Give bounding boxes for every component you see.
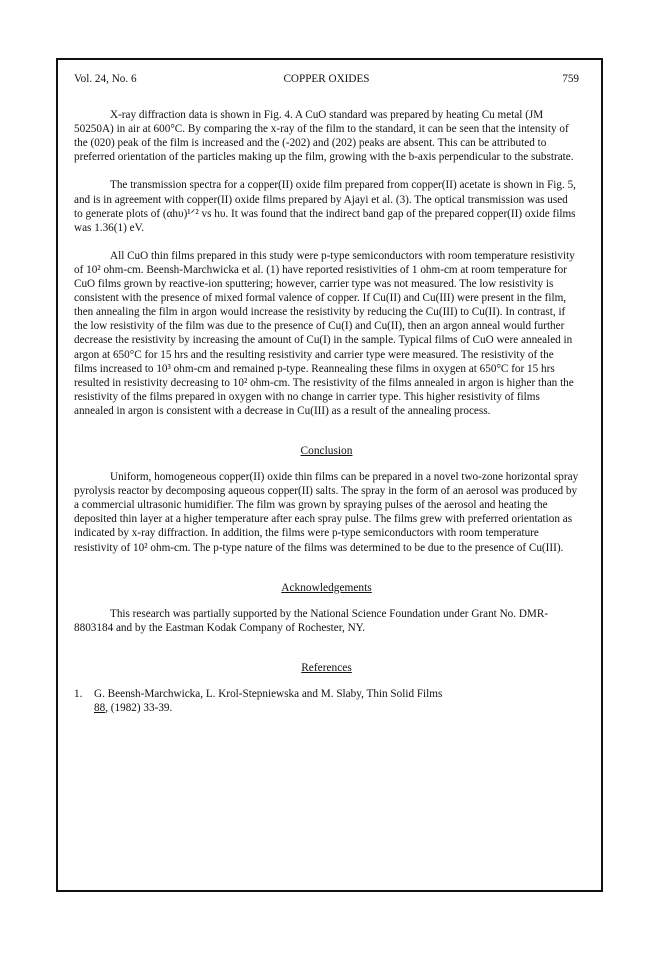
- paragraph-acknowledgements: This research was partially supported by the National Science Foundation under Grant No. DMR-8803184 and by the Eastman Kodak Company of Rochester, NY.: [74, 607, 549, 634]
- section-heading-acknowledgements: Acknowledgements: [281, 581, 372, 594]
- paragraph-xray: X-ray diffraction data is shown in Fig. 4. A CuO standard was prepared by heating Cu metal (JM 50250A) in air at 600°C. By comparing the x-ray of the film to the standard, it can be seen that the intensity of the (020) peak of the film is increased and the (-202) and (202) peaks are absent. This can be attributed to preferred orientation of the particles making up the film, growing with the b-axis perpendicular to the substrate.: [74, 109, 574, 164]
- reference-authors-title: G. Beensh-Marchwicka, L. Krol-Stepniewska and M. Slaby, Thin Solid Films: [94, 688, 443, 700]
- paragraph-resistivity: All CuO thin films prepared in this study were p-type semiconductors with room temperature resistivity of 10² ohm-cm. Beensh-Marchwicka et al. (1) have reported resistivities of 1 ohm-cm at room temperature for CuO films grown by reactive-ion sputtering; however, carrier type was not measured. The low resistivity is consistent with the presence of mixed formal valence of copper. If Cu(II) and Cu(III) were present in the film, then annealing the film in argon would increase the resistivity by reducing the Cu(III) to Cu(II). In contrast, if the low resistivity of the film was due to the presence of Cu(I) and Cu(II), then an argon anneal would further decrease the resistivity by increasing the amount of Cu(I) in the sample. Typical films of CuO were annealed in argon at 650°C for 15 hrs and the resulting resistivity and carrier type were measured. The resistivity of the films increased to 10³ ohm-cm and remained p-type. Reannealing these films in oxygen at 650°C for 15 hrs resulted in resistivity decreasing to 10² ohm-cm. The resistivity of the films annealed in argon is higher than the resistivity of the films prepared in oxygen with no change in carrier type. This higher resistivity of films annealed in argon is consistent with a decrease in Cu(III) as a result of the annealing process.: [74, 249, 575, 417]
- page-number: 759: [562, 73, 579, 85]
- reference-item: [74, 687, 579, 715]
- running-header: [74, 72, 579, 86]
- document-body: [74, 72, 579, 715]
- paragraph-conclusion: Uniform, homogeneous copper(II) oxide thin films can be prepared in a novel two-zone horizontal spray pyrolysis reactor by decomposing aqueous copper(II) salts. The spray in the form of an aerosol was produced by a commercial ultrasonic humidifier. The film was grown by spraying pulses of the aerosol and heating the deposited thin layer at a higher temperature after each spray pulse. The films grew with preferred orientation as indicated by x-ray diffraction. In addition, the films were p-type semiconductors with room temperature resistivity of 10² ohm-cm. The p-type nature of the films was determined to be due to the presence of Cu(III).: [74, 471, 579, 554]
- section-heading-references: References: [301, 661, 352, 674]
- reference-number: 1.: [74, 688, 83, 700]
- reference-volume: 88: [94, 702, 106, 715]
- running-title: COPPER OXIDES: [283, 73, 370, 85]
- paragraph-transmission: The transmission spectra for a copper(II) oxide film prepared from copper(II) acetate is shown in Fig. 5, and is in agreement with copper(II) oxide films prepared by Ajayi et al. (3). The optical transmission was used to generate plots of (αhυ)¹ᐟ² vs hυ. It was found that the indirect band gap of the prepared copper(II) oxide films was 1.36(1) eV.: [74, 179, 576, 234]
- reference-list: [74, 687, 579, 715]
- journal-volume: Vol. 24, No. 6: [74, 73, 137, 85]
- reference-year-pages: , (1982) 33-39.: [105, 702, 173, 715]
- section-heading-conclusion: Conclusion: [300, 444, 353, 457]
